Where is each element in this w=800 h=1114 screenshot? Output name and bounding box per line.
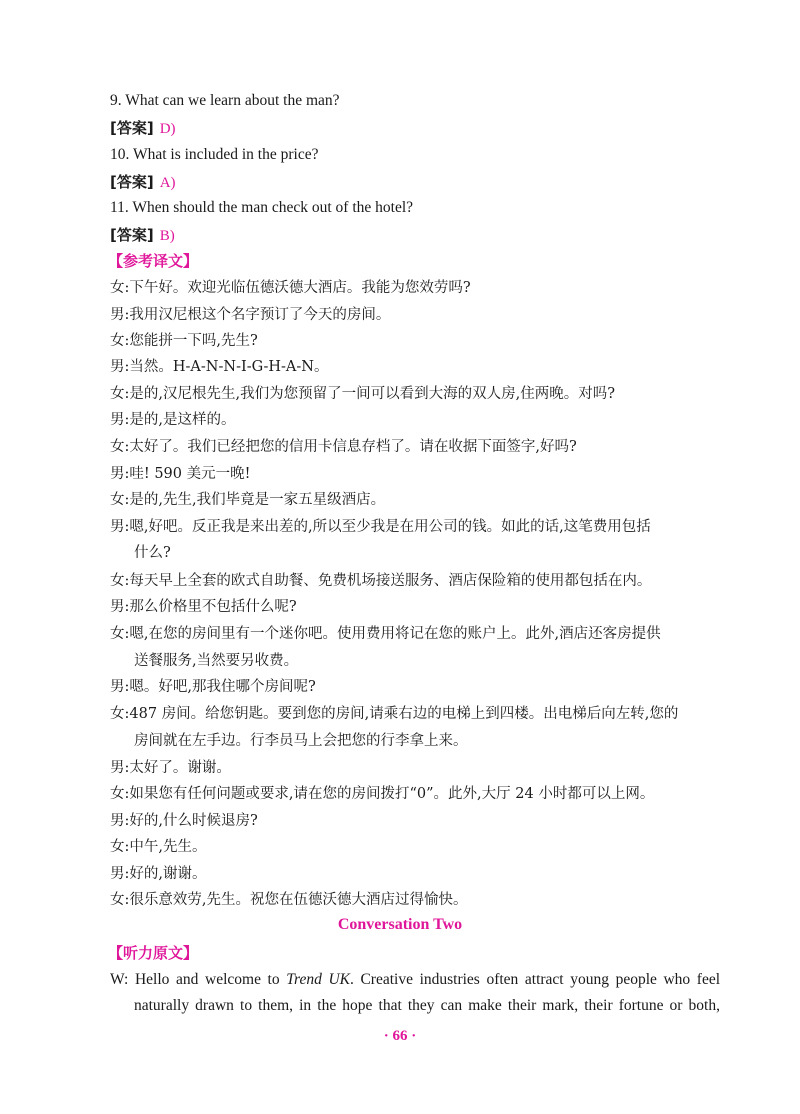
question-10: 10. What is included in the price? bbox=[110, 146, 319, 163]
answer-label: [答案] bbox=[110, 226, 154, 244]
original-text-line-1 bbox=[110, 970, 720, 990]
conversation-heading: Conversation Two bbox=[337, 916, 463, 933]
dialog-line: 男:我用汉尼根这个名字预订了今天的房间。 bbox=[110, 307, 391, 323]
dialog-line: 男:哇! 590 美元一晚! bbox=[110, 466, 251, 482]
dialog-line: 女:很乐意效劳,先生。祝您在伍德沃德大酒店过得愉快。 bbox=[110, 892, 468, 908]
dialog-line: 女:是的,先生,我们毕竟是一家五星级酒店。 bbox=[110, 492, 386, 508]
dialog-line: 女:每天早上全套的欧式自助餐、免费机场接送服务、酒店保险箱的使用都包括在内。 bbox=[110, 573, 652, 589]
dialog-line: 男:那么价格里不包括什么呢? bbox=[110, 599, 297, 615]
dialog-line: 女:是的,汉尼根先生,我们为您预留了一间可以看到大海的双人房,住两晚。对吗? bbox=[110, 386, 615, 402]
answer-11 bbox=[110, 225, 730, 246]
dialog-line: 女:中午,先生。 bbox=[110, 839, 207, 855]
question-11: 11. When should the man check out of the hotel? bbox=[110, 199, 414, 216]
dialog-line-continued: 什么? bbox=[134, 545, 171, 561]
dialog-line-continued: 送餐服务,当然要另收费。 bbox=[134, 653, 299, 669]
answer-value: A) bbox=[159, 175, 176, 191]
dialog-line: 男:好的,什么时候退房? bbox=[110, 813, 258, 829]
answer-10 bbox=[110, 172, 730, 193]
answer-value: B) bbox=[159, 228, 175, 244]
dialog-line: 女:太好了。我们已经把您的信用卡信息存档了。请在收据下面签字,好吗? bbox=[110, 439, 577, 455]
original-label: 【听力原文】 bbox=[108, 944, 199, 962]
dialog-line: 男:太好了。谢谢。 bbox=[110, 760, 231, 776]
dialog-line: 女:487 房间。给您钥匙。要到您的房间,请乘右边的电梯上到四楼。出电梯后向左转,您的 bbox=[110, 706, 679, 722]
answer-label: [答案] bbox=[110, 173, 154, 191]
dialog-line: 男:当然。H-A-N-N-I-G-H-A-N。 bbox=[110, 359, 329, 375]
answer-label: [答案] bbox=[110, 119, 154, 137]
dialog-line: 男:是的,是这样的。 bbox=[110, 412, 236, 428]
speaker: W: bbox=[110, 971, 129, 988]
dialog-line: 男:好的,谢谢。 bbox=[110, 866, 207, 882]
dialog-line: 女:如果您有任何问题或要求,请在您的房间拨打“0”。此外,大厅 24 小时都可以上网。 bbox=[110, 786, 655, 802]
translation-label: 【参考译文】 bbox=[108, 252, 199, 270]
page-number: · 66 · bbox=[383, 1028, 417, 1044]
answer-value: D) bbox=[159, 121, 176, 137]
answer-9 bbox=[110, 118, 730, 139]
original-text-part: . Creative industries often attract young people who feel bbox=[349, 971, 721, 988]
dialog-line: 男:嗯。好吧,那我住哪个房间呢? bbox=[110, 679, 316, 695]
show-name: Trend UK bbox=[286, 971, 350, 988]
dialog-line-continued: 房间就在左手边。行李员马上会把您的行李拿上来。 bbox=[134, 733, 468, 749]
question-9: 9. What can we learn about the man? bbox=[110, 92, 340, 109]
dialog-line: 女:嗯,在您的房间里有一个迷你吧。使用费用将记在您的账户上。此外,酒店还客房提供 bbox=[110, 626, 661, 642]
dialog-line: 女:您能拼一下吗,先生? bbox=[110, 333, 258, 349]
dialog-line: 女:下午好。欢迎光临伍德沃德大酒店。我能为您效劳吗? bbox=[110, 280, 471, 296]
dialog-line: 男:嗯,好吧。反正我是来出差的,所以至少我是在用公司的钱。如此的话,这笔费用包括 bbox=[110, 519, 651, 535]
original-text-part: Hello and welcome to bbox=[134, 971, 280, 988]
original-text-line-2: naturally drawn to them, in the hope that they can make their mark, their fortune or both, bbox=[134, 997, 720, 1014]
